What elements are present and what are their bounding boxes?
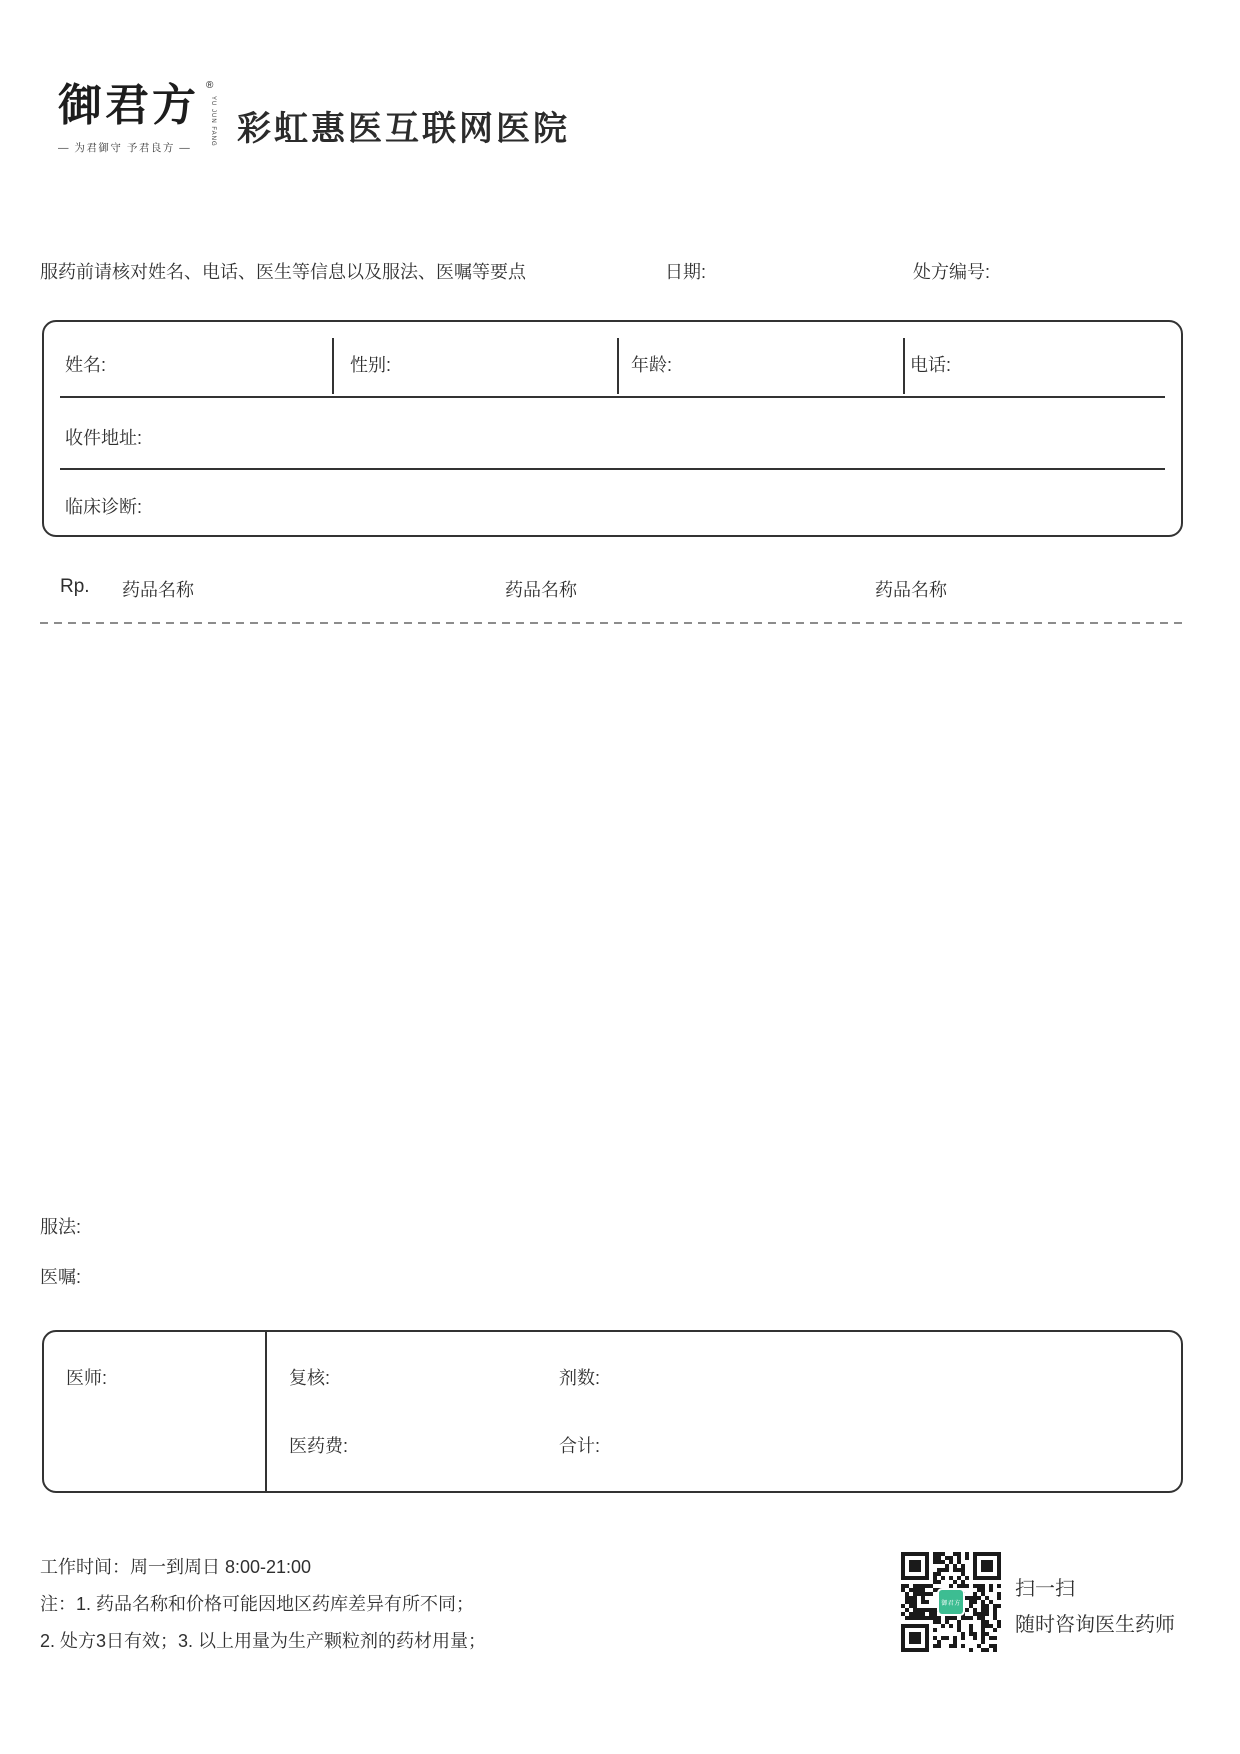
check-reminder-text: 服药前请核对姓名、电话、医生等信息以及服法、医嘱等要点 (40, 262, 526, 282)
gender-label: 性别: (350, 355, 392, 375)
patient-row-basic (44, 322, 1181, 398)
divider (60, 396, 1165, 398)
note-line-1: 注：1. 药品名称和价格可能因地区药库差异有所不同； (40, 1594, 475, 1614)
drug-name-column-header: 药品名称 (875, 580, 947, 600)
scan-description: 随时咨询医生药师 (1015, 1614, 1175, 1636)
rx-number-label: 处方编号: (913, 262, 991, 282)
qr-center-logo: 御君方 (937, 1588, 965, 1616)
medicine-fee-label: 医药费: (289, 1436, 349, 1456)
review-label: 复核: (289, 1368, 331, 1388)
drug-name-column-header: 药品名称 (505, 580, 577, 600)
divider (332, 338, 334, 394)
brand-tagline: — 为君御守 予君良方 — (58, 142, 192, 154)
diagnosis-label: 临床诊断: (65, 497, 143, 517)
divider (265, 1332, 267, 1491)
total-label: 合计: (559, 1436, 601, 1456)
rp-label: Rp. (60, 576, 90, 597)
qr-code (901, 1552, 1001, 1652)
brand-logo-text: 御君方 (58, 80, 199, 131)
age-label: 年龄: (631, 355, 673, 375)
address-label: 收件地址: (65, 428, 143, 448)
patient-info-box (42, 320, 1183, 537)
brand-logo (58, 80, 218, 155)
signature-box (42, 1330, 1183, 1493)
divider (60, 468, 1165, 470)
scan-label: 扫一扫 (1015, 1578, 1075, 1600)
work-hours-text: 工作时间：周一到周日 8:00-21:00 (40, 1557, 312, 1577)
doses-label: 剂数: (559, 1368, 601, 1388)
divider (903, 338, 905, 394)
note-line-2: 2. 处方3日有效；3. 以上用量为生产颗粒剂的药材用量； (40, 1631, 487, 1651)
date-label: 日期: (665, 262, 707, 282)
advice-label: 医嘱: (40, 1267, 82, 1287)
brand-pinyin-text: YU JUN FANG (210, 96, 216, 147)
divider (617, 338, 619, 394)
drug-name-column-header: 药品名称 (122, 580, 194, 600)
doctor-label: 医师: (66, 1368, 108, 1388)
hospital-name: 彩虹惠医互联网医院 (237, 110, 570, 148)
registered-trademark-icon: ® (206, 80, 214, 91)
phone-label: 电话: (910, 355, 952, 375)
name-label: 姓名: (65, 355, 107, 375)
dashed-separator (40, 622, 1183, 624)
usage-label: 服法: (40, 1217, 82, 1237)
